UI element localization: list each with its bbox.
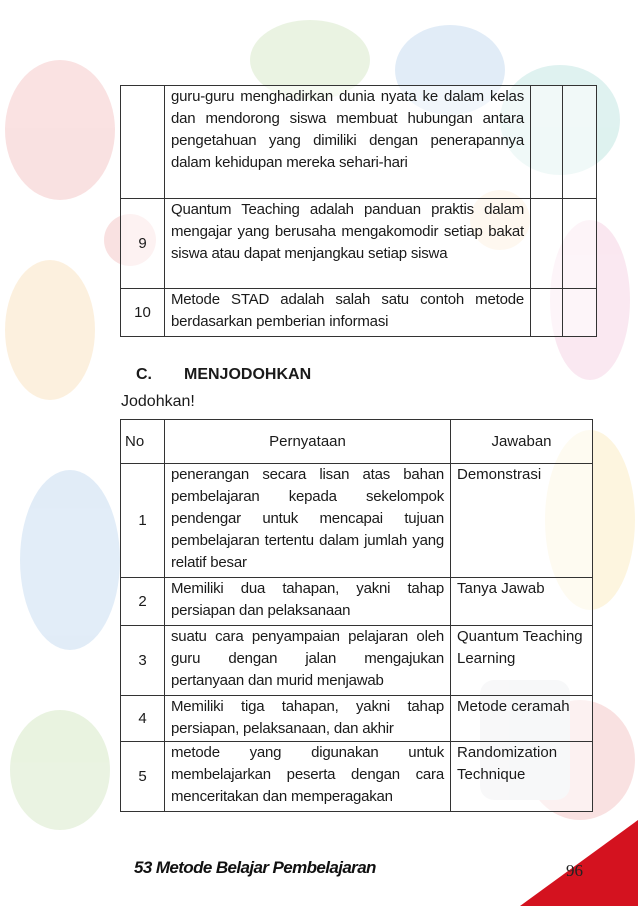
section-title: MENJODOHKAN bbox=[184, 366, 312, 383]
row-number: 2 bbox=[121, 578, 165, 626]
statement-cell: Quantum Teaching adalah panduan praktis dalam mengajar yang berusaha mengakomodir setiap bakat siswa atau dapat menjangkau setiap siswa bbox=[165, 199, 531, 289]
header-no: No bbox=[121, 420, 165, 464]
instruction-text: Jodohkan! bbox=[121, 393, 195, 410]
row-number: 3 bbox=[121, 626, 165, 696]
row-number: 9 bbox=[121, 199, 165, 289]
answer-box-false[interactable] bbox=[563, 289, 597, 337]
statement-cell: metode yang digunakan untuk membelajarkan peserta dengan cara menceritakan dan memperagakan bbox=[165, 742, 451, 812]
table-row bbox=[121, 696, 593, 742]
section-heading bbox=[136, 366, 311, 384]
statement-cell: Metode STAD adalah salah satu contoh metode berdasarkan pemberian informasi bbox=[165, 289, 531, 337]
row-number: 4 bbox=[121, 696, 165, 742]
table-row bbox=[121, 626, 593, 696]
table-row bbox=[121, 578, 593, 626]
page-number: 96 bbox=[566, 861, 583, 880]
table-row bbox=[121, 464, 593, 578]
header-answer: Jawaban bbox=[451, 420, 593, 464]
book-title: 53 Metode Belajar Pembelajaran bbox=[134, 858, 376, 877]
table-row bbox=[121, 742, 593, 812]
answer-cell: Quantum Teaching Learning bbox=[451, 626, 593, 696]
table-row bbox=[121, 199, 597, 289]
answer-box-true[interactable] bbox=[531, 289, 563, 337]
row-number: 1 bbox=[121, 464, 165, 578]
statement-cell: Memiliki dua tahapan, yakni tahap persiapan dan pelaksanaan bbox=[165, 578, 451, 626]
answer-box-false[interactable] bbox=[563, 86, 597, 199]
row-number: 10 bbox=[121, 289, 165, 337]
answer-cell: Randomization Technique bbox=[451, 742, 593, 812]
row-number bbox=[121, 86, 165, 199]
row-number: 5 bbox=[121, 742, 165, 812]
statement-cell: penerangan secara lisan atas bahan pembelajaran kepada sekelompok pendengar untuk mencapai tujuan pembelajaran tertentu dalam jumlah yang relatif besar bbox=[165, 464, 451, 578]
matching-table bbox=[120, 419, 593, 812]
true-false-table bbox=[120, 85, 597, 337]
answer-box-true[interactable] bbox=[531, 199, 563, 289]
statement-cell: Memiliki tiga tahapan, yakni tahap persiapan, pelaksanaan, dan akhir bbox=[165, 696, 451, 742]
answer-cell: Tanya Jawab bbox=[451, 578, 593, 626]
answer-cell: Demonstrasi bbox=[451, 464, 593, 578]
section-letter: C. bbox=[136, 366, 152, 383]
header-statement: Pernyataan bbox=[165, 420, 451, 464]
table-row bbox=[121, 86, 597, 199]
answer-box-true[interactable] bbox=[531, 86, 563, 199]
answer-box-false[interactable] bbox=[563, 199, 597, 289]
statement-cell: guru-guru menghadirkan dunia nyata ke dalam kelas dan mendorong siswa membuat hubungan antara pengetahuan yang dimiliki dengan penerapannya dalam kehidupan mereka sehari-hari bbox=[165, 86, 531, 199]
answer-cell: Metode ceramah bbox=[451, 696, 593, 742]
statement-cell: suatu cara penyampaian pelajaran oleh guru dengan jalan mengajukan pertanyaan dan murid menjawab bbox=[165, 626, 451, 696]
table-row bbox=[121, 289, 597, 337]
table-header-row bbox=[121, 420, 593, 464]
